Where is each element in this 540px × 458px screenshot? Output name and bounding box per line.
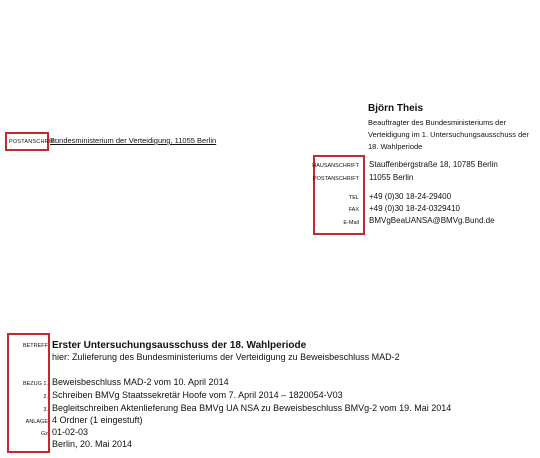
hausanschrift-value: Stauffenbergstraße 18, 10785 Berlin <box>369 160 498 169</box>
postanschrift-address: Bundesministerium der Verteidigung, 11055 Berlin <box>50 136 217 145</box>
sender-description-line: Verteidigung im 1. Untersuchungsausschuss der <box>368 130 529 139</box>
betreff-subtitle: hier: Zulieferung des Bundesministeriums der Verteidigung zu Beweisbeschluss MAD-2 <box>52 352 400 362</box>
fax-value: +49 (0)30 18-24-0329410 <box>369 204 460 213</box>
bezug-2-value: Schreiben BMVg Staatssekretär Hoofe vom 7. April 2014 – 1820054-V03 <box>52 390 343 400</box>
betreff-title: Erster Untersuchungsausschuss der 18. Wahlperiode <box>52 340 307 351</box>
place-date: Berlin, 20. Mai 2014 <box>52 439 133 449</box>
bezug-3-value: Begleitschreiben Aktenlieferung Bea BMVg UA NSA zu Beweisbeschluss BMVg-2 vom 19. Mai 2014 <box>52 403 452 413</box>
tel-value: +49 (0)30 18-24-29400 <box>369 192 452 201</box>
bezug-2-label: 2. <box>43 394 48 400</box>
tel-label: TEL <box>348 195 359 201</box>
gz-value: 01-02-03 <box>52 427 89 437</box>
sender-description-line: 18. Wahlperiode <box>368 142 423 151</box>
email-label: E-Mail <box>343 220 359 226</box>
betreff-label: BETREFF <box>22 343 48 349</box>
bezug-1-label: BEZUG 1. <box>22 381 48 387</box>
postanschrift-label: POSTANSCHRIFT <box>9 139 58 145</box>
anlage-value: 4 Ordner (1 eingestuft) <box>52 415 143 425</box>
fax-label: FAX <box>348 207 359 213</box>
bezug-3-label: 3. <box>43 407 48 413</box>
hausanschrift-label: HAUSANSCHRIFT <box>312 163 359 169</box>
sender-name: Björn Theis <box>368 103 424 114</box>
anlage-label: ANLAGE <box>25 419 48 425</box>
postanschrift-right-label: POSTANSCHRIFT <box>312 176 359 182</box>
postanschrift-right-value: 11055 Berlin <box>369 173 414 182</box>
gz-label: Gz <box>40 431 48 437</box>
email-value[interactable]: BMVgBeaUANSA@BMVg.Bund.de <box>369 216 495 225</box>
bezug-1-value: Beweisbeschluss MAD-2 vom 10. April 2014 <box>52 377 229 387</box>
sender-description-line: Beauftragter des Bundesministeriums der <box>368 118 506 127</box>
